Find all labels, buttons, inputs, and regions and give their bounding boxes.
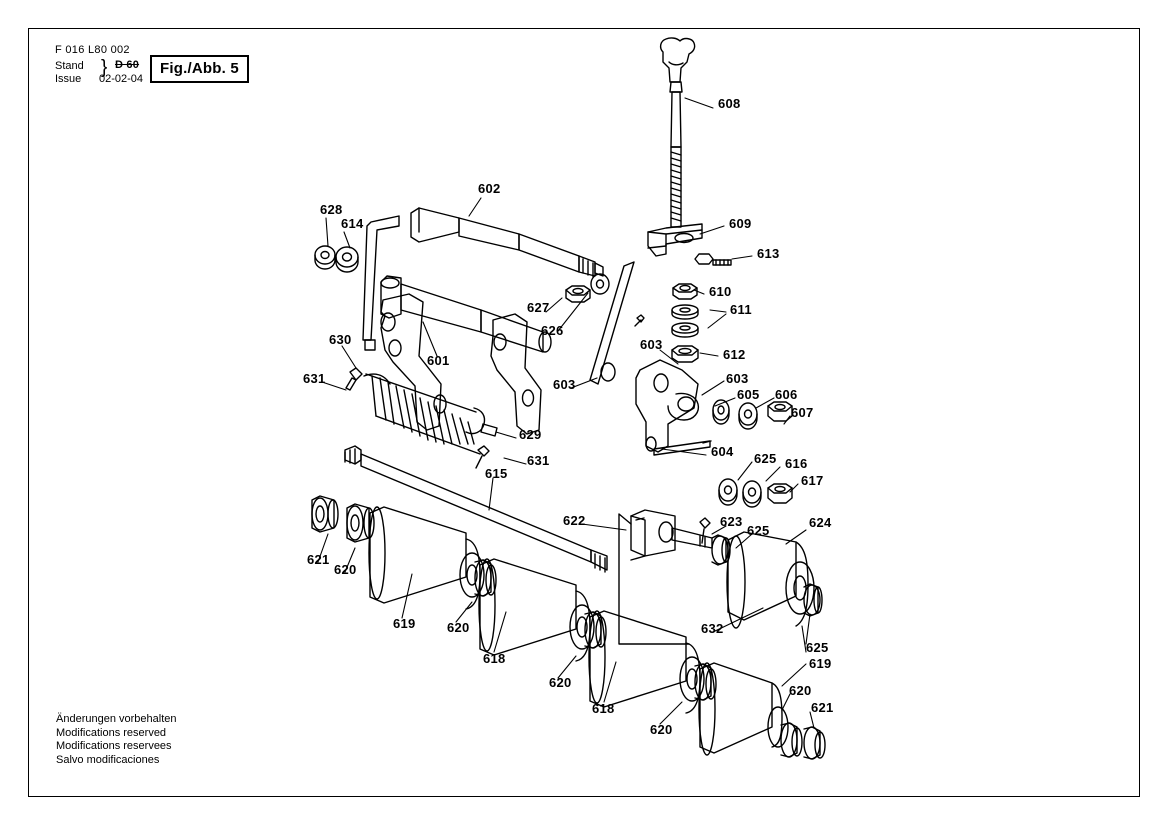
callout-620-e: 620 [789, 683, 812, 698]
callout-625-b: 625 [747, 523, 770, 538]
revision-code: D 60 [115, 59, 140, 71]
callout-617: 617 [801, 473, 824, 488]
callout-622: 622 [563, 513, 586, 528]
callout-632: 632 [701, 621, 724, 636]
callout-624: 624 [809, 515, 832, 530]
figure-label: Fig./Abb. 5 [150, 55, 249, 83]
callout-630: 630 [329, 332, 352, 347]
stand-label: Stand [55, 60, 84, 72]
callout-603-c: 603 [726, 371, 749, 386]
callout-621-b: 621 [811, 700, 834, 715]
callout-627: 627 [527, 300, 550, 315]
callout-618-a: 618 [483, 651, 506, 666]
callout-620-c: 620 [549, 675, 572, 690]
callout-631-a: 631 [303, 371, 326, 386]
callout-602: 602 [478, 181, 501, 196]
callout-610: 610 [709, 284, 732, 299]
callout-620-d: 620 [650, 722, 673, 737]
footer-line-en: Modifications reserved [56, 726, 167, 739]
callout-603-a: 603 [553, 377, 576, 392]
callout-611: 611 [730, 302, 752, 317]
footer-line-es: Salvo modificaciones [56, 753, 160, 766]
callout-605: 605 [737, 387, 760, 402]
page-border [28, 28, 1140, 797]
callout-619-a: 619 [393, 616, 416, 631]
header-brace: } [101, 57, 108, 78]
callout-619-b: 619 [809, 656, 832, 671]
callout-616: 616 [785, 456, 808, 471]
footer-disclaimer [56, 713, 176, 767]
callout-614: 614 [341, 216, 364, 231]
callout-608: 608 [718, 96, 741, 111]
callout-604: 604 [711, 444, 734, 459]
callout-606: 606 [775, 387, 798, 402]
callout-603-b: 603 [640, 337, 663, 352]
callout-612: 612 [723, 347, 746, 362]
callout-620-b: 620 [447, 620, 470, 635]
callout-620-a: 620 [334, 562, 357, 577]
callout-607: 607 [791, 405, 814, 420]
callout-625-c: 625 [806, 640, 829, 655]
callout-625-a: 625 [754, 451, 777, 466]
footer-line-de: Änderungen vorbehalten [56, 713, 177, 725]
issue-date: 02-02-04 [99, 73, 144, 85]
issue-label: Issue [55, 73, 82, 85]
callout-626: 626 [541, 323, 564, 338]
callout-631-b: 631 [527, 453, 550, 468]
callout-618-b: 618 [592, 701, 615, 716]
callout-601: 601 [427, 353, 450, 368]
document-header [55, 44, 144, 148]
callout-629: 629 [519, 427, 542, 442]
callout-615: 615 [485, 466, 508, 481]
callout-609: 609 [729, 216, 752, 231]
callout-623: 623 [720, 514, 743, 529]
footer-line-fr: Modifications reservees [56, 740, 172, 752]
callout-613: 613 [757, 246, 780, 261]
callout-621-a: 621 [307, 552, 330, 567]
callout-628: 628 [320, 202, 343, 217]
part-number: F 016 L80 002 [55, 44, 130, 56]
